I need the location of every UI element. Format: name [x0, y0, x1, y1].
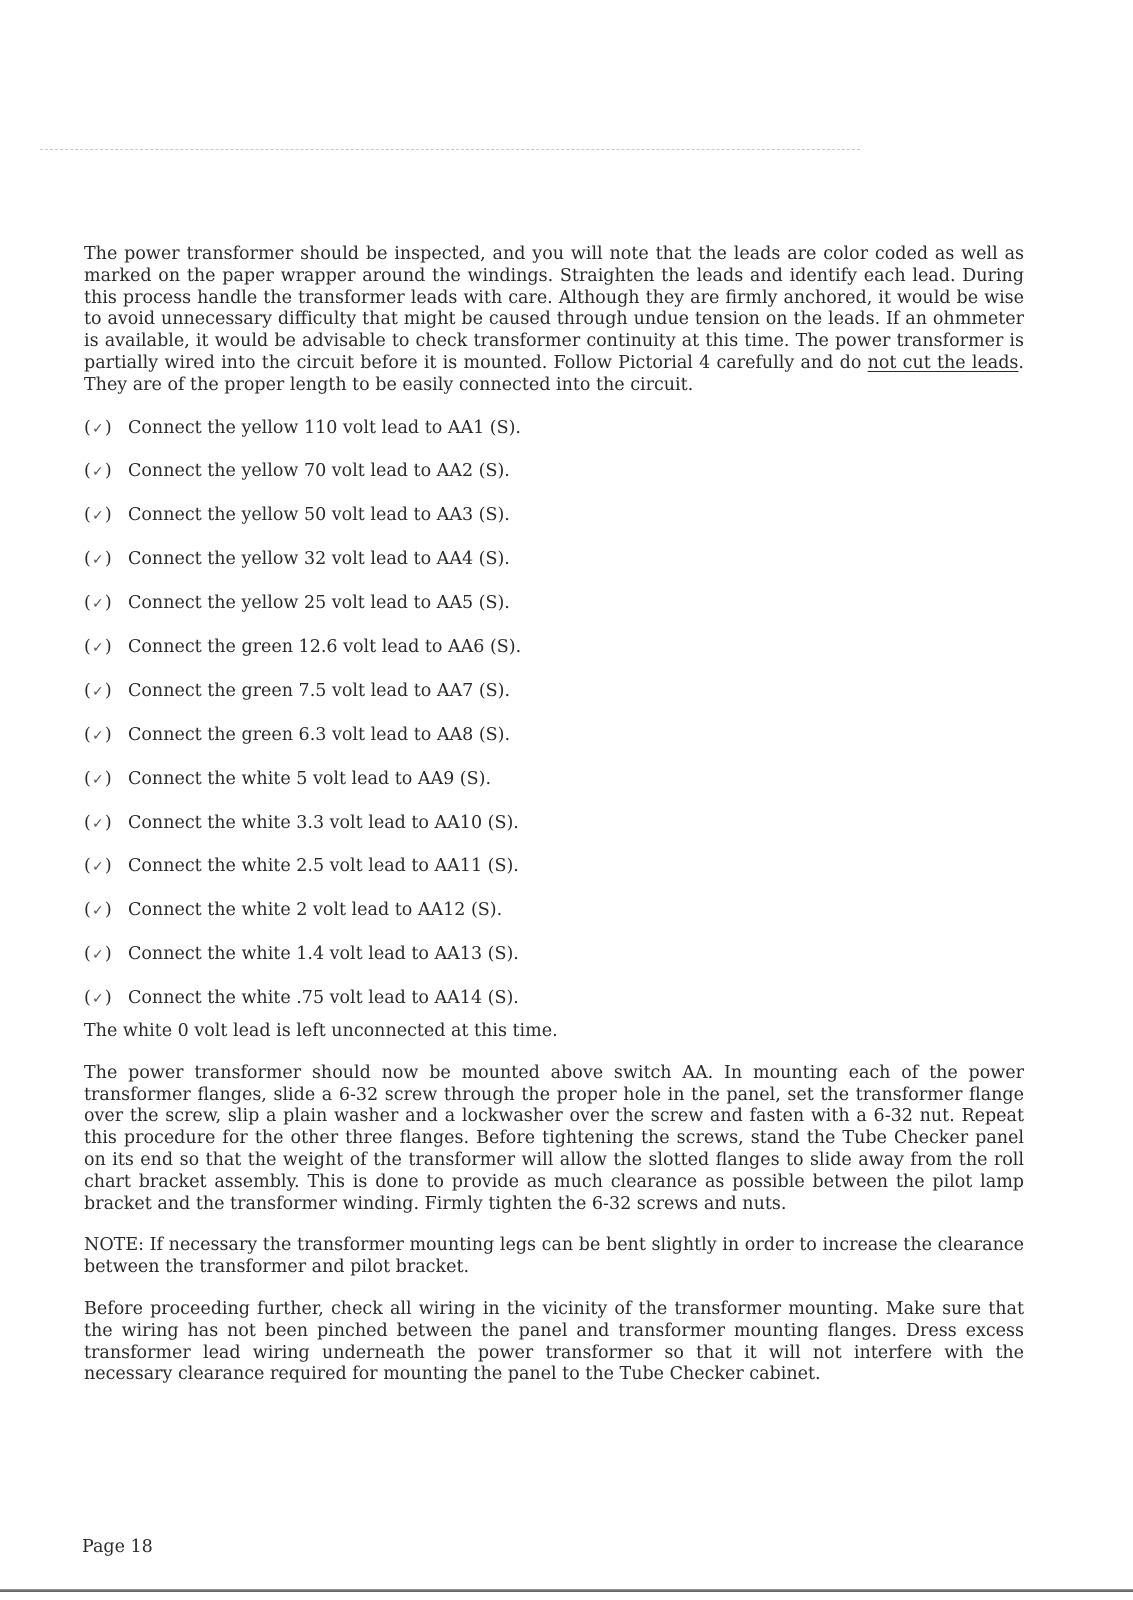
step-item: [84, 538, 1024, 582]
step-item: [84, 670, 1024, 714]
step-item: [84, 582, 1024, 626]
step-item: [84, 407, 1024, 451]
step-item: [84, 758, 1024, 802]
step-text: Connect the green 7.5 volt lead to AA7 (S).: [128, 680, 511, 701]
checkbox[interactable]: (✓): [84, 670, 128, 715]
step-text: Connect the yellow 32 volt lead to AA4 (S).: [128, 549, 510, 570]
checkbox[interactable]: (✓): [84, 889, 128, 934]
checkbox[interactable]: (✓): [84, 450, 128, 495]
intro-text: The power transformer should be inspected, and you will note that the leads are color coded as well as marked on the paper wrapper around the windings. Straighten the leads and identify each lead. During this process handle the transformer leads with care. Although they are firmly anchored, it would be wise to avoid unnecessary difficulty that might be caused through undue tension on the leads. If an ohmmeter is available, it would be advisable to check transformer continuity at this time. The power transformer is partially wired into the circuit before it is mounted. Follow Pictorial 4 carefully and do: [84, 244, 1024, 373]
checkbox[interactable]: (✓): [84, 626, 128, 671]
step-text: Connect the yellow 25 volt lead to AA5 (S).: [128, 593, 510, 614]
bottom-rule: [0, 1589, 1133, 1592]
step-text: Connect the white .75 volt lead to AA14 (S).: [128, 988, 519, 1009]
check-mark-icon: ✓: [91, 727, 104, 744]
underlined-warning: not cut the leads: [867, 352, 1019, 373]
check-mark-icon: ✓: [91, 683, 104, 700]
step-item: [84, 494, 1024, 538]
page-number: Page 18: [82, 1537, 153, 1557]
step-item: [84, 889, 1024, 933]
check-mark-icon: ✓: [91, 947, 104, 964]
check-mark-icon: ✓: [91, 771, 104, 788]
step-text: Connect the white 2 volt lead to AA12 (S).: [128, 900, 503, 921]
check-mark-icon: ✓: [91, 991, 104, 1008]
intro-text-end: . They are of the proper length to be easily connected into the circuit.: [84, 352, 1024, 395]
step-text: Connect the white 3.3 volt lead to AA10 (S).: [128, 812, 519, 833]
step-text: Connect the white 5 volt lead to AA9 (S).: [128, 768, 492, 789]
check-mark-icon: ✓: [91, 464, 104, 481]
checkbox[interactable]: (✓): [84, 977, 128, 1022]
step-text: Connect the white 2.5 volt lead to AA11 (S).: [128, 856, 519, 877]
intro-paragraph: [84, 244, 1024, 397]
top-rule: [40, 149, 860, 150]
final-paragraph: Before proceeding further, check all wiring in the vicinity of the transformer mounting. Make sure that the wiring has not been pinched between the panel and transformer mounting flanges. Dress excess transformer lead wiring underneath the power transformer so that it will not interfere with the necessary clearance required for mounting the panel to the Tube Checker cabinet.: [84, 1299, 1024, 1385]
zero-volt-note: The white 0 volt lead is left unconnected at this time.: [84, 1021, 558, 1042]
step-text: Connect the white 1.4 volt lead to AA13 (S).: [128, 944, 519, 965]
check-mark-icon: ✓: [91, 640, 104, 657]
page-body: [84, 244, 1024, 1386]
checkbox[interactable]: (✓): [84, 845, 128, 890]
checkbox[interactable]: (✓): [84, 802, 128, 847]
check-mark-icon: ✓: [91, 508, 104, 525]
check-mark-icon: ✓: [91, 859, 104, 876]
step-list: [84, 407, 1024, 1021]
step-item: [84, 450, 1024, 494]
step-text: Connect the green 6.3 volt lead to AA8 (S).: [128, 724, 511, 745]
checkbox[interactable]: (✓): [84, 758, 128, 803]
step-item: [84, 714, 1024, 758]
mounting-paragraph: The power transformer should now be mounted above switch AA. In mounting each of the power transformer flanges, slide a 6-32 screw through the proper hole in the panel, set the transformer flange over the screw, slip a plain washer and a lockwasher over the screw and fasten with a 6-32 nut. Repeat this procedure for the other three flanges. Before tightening the screws, stand the Tube Checker panel on its end so that the weight of the transformer will allow the slotted flanges to slide away from the roll chart bracket assembly. This is done to provide as much clearance as possible between the pilot lamp bracket and the transformer winding. Firmly tighten the 6-32 screws and nuts.: [84, 1062, 1024, 1214]
check-mark-icon: ✓: [91, 552, 104, 569]
checkbox[interactable]: (✓): [84, 582, 128, 627]
checkbox[interactable]: (✓): [84, 538, 128, 583]
step-item: [84, 626, 1024, 670]
step-text: Connect the yellow 50 volt lead to AA3 (S).: [128, 505, 510, 526]
step-text: Connect the yellow 110 volt lead to AA1 (S).: [128, 417, 521, 438]
checkbox[interactable]: (✓): [84, 407, 128, 452]
checkbox[interactable]: (✓): [84, 494, 128, 539]
step-item: [84, 802, 1024, 846]
note-paragraph: NOTE: If necessary the transformer mounting legs can be bent slightly in order to increase the clearance between the transformer and pilot bracket.: [84, 1235, 1024, 1278]
check-mark-icon: ✓: [91, 420, 104, 437]
check-mark-icon: ✓: [91, 815, 104, 832]
step-text: Connect the green 12.6 volt lead to AA6 (S).: [128, 637, 522, 658]
checkbox[interactable]: (✓): [84, 933, 128, 978]
step-item: [84, 845, 1024, 889]
checkbox[interactable]: (✓): [84, 714, 128, 759]
step-item: [84, 977, 1024, 1021]
step-item: [84, 933, 1024, 977]
check-mark-icon: ✓: [91, 903, 104, 920]
check-mark-icon: ✓: [91, 596, 104, 613]
step-text: Connect the yellow 70 volt lead to AA2 (S).: [128, 461, 510, 482]
